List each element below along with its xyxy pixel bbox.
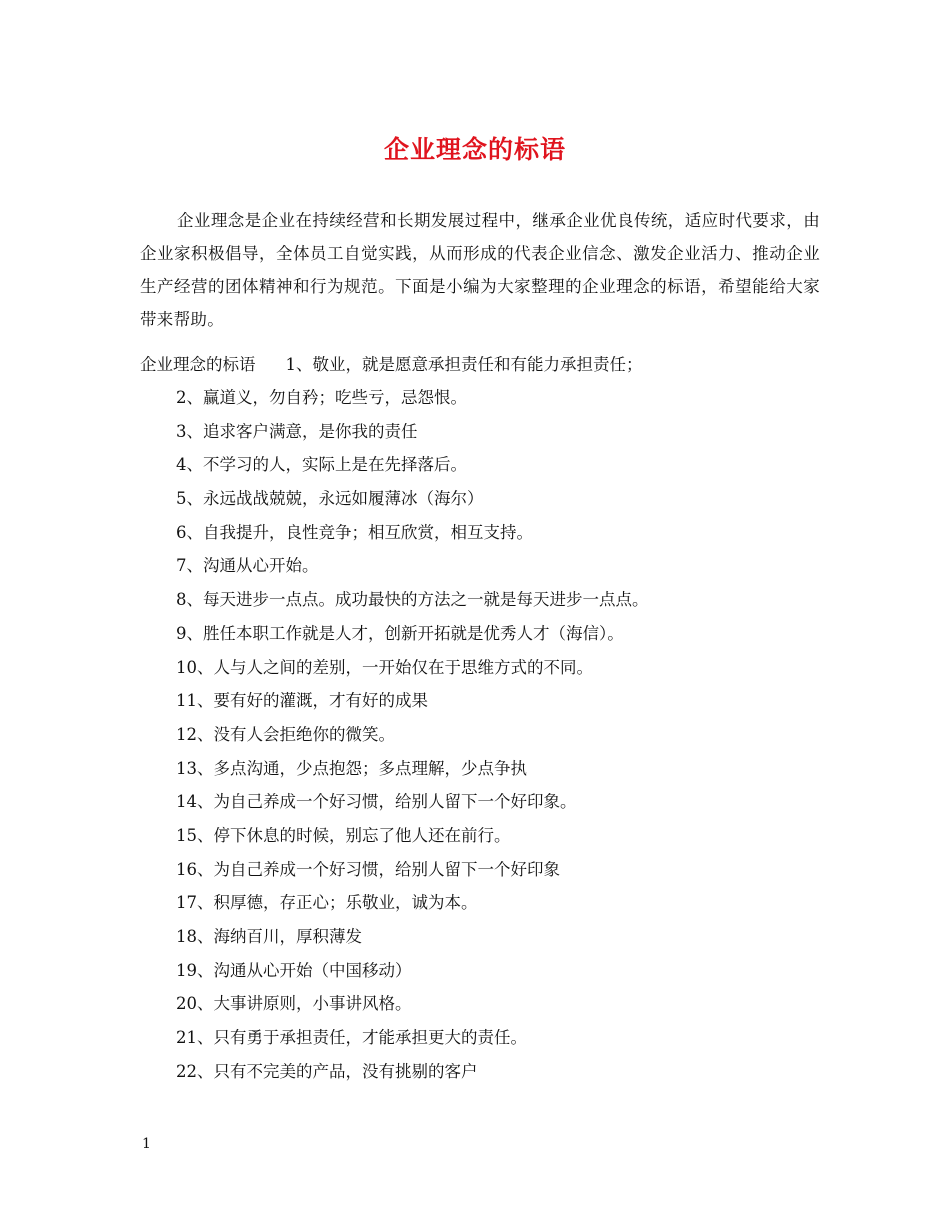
slogan-item: 20、大事讲原则，小事讲风格。 — [176, 994, 412, 1014]
slogan-list — [176, 381, 836, 1088]
slogan-item: 2、赢道义，勿自矜；吃些亏，忌怨恨。 — [176, 388, 467, 407]
page-number: 1 — [142, 1136, 151, 1152]
slogan-item: 21、只有勇于承担责任，才能承担更大的责任。 — [176, 1028, 527, 1048]
slogan-item: 15、停下休息的时候，别忘了他人还在前行。 — [176, 825, 511, 845]
slogan-item: 18、海纳百川，厚积薄发 — [176, 927, 362, 946]
slogan-item-1: 1、敬业，就是愿意承担责任和有能力承担责任； — [285, 355, 643, 374]
slogan-item: 4、不学习的人，实际上是在先择落后。 — [176, 455, 467, 475]
slogan-item: 11、要有好的灌溉，才有好的成果 — [176, 691, 428, 711]
slogan-item: 19、沟通从心开始（中国移动） — [176, 960, 412, 980]
page-title: 企业理念的标语 — [383, 135, 566, 164]
slogan-item: 16、为自己养成一个好习惯，给别人留下一个好印象 — [176, 859, 560, 879]
slogan-item: 7、沟通从心开始。 — [176, 556, 319, 576]
slogan-item: 13、多点沟通，少点抱怨；多点理解，少点争执 — [176, 758, 527, 778]
slogan-item: 3、追求客户满意，是你我的责任 — [176, 421, 418, 441]
slogan-item: 17、积厚德，存正心；乐敬业，诚为本。 — [176, 893, 478, 913]
slogan-item: 10、人与人之间的差别，一开始仅在于思维方式的不同。 — [176, 657, 593, 677]
slogan-item: 14、为自己养成一个好习惯，给别人留下一个好印象。 — [176, 792, 577, 812]
slogan-item: 12、没有人会拒绝你的微笑。 — [176, 724, 395, 744]
slogan-item: 8、每天进步一点点。成功最快的方法之一就是每天进步一点点。 — [176, 590, 649, 610]
slogan-item: 22、只有不完美的产品，没有挑剔的客户 — [176, 1061, 478, 1081]
slogan-item: 5、永远战战兢兢，永远如履薄冰（海尔） — [176, 489, 484, 509]
slogan-item: 9、胜任本职工作就是人才，创新开拓就是优秀人才（海信）。 — [176, 623, 624, 643]
slogan-item: 6、自我提升，良性竞争；相互欣赏，相互支持。 — [176, 522, 533, 542]
lead-line — [140, 348, 820, 381]
intro-paragraph: 企业理念是企业在持续经营和长期发展过程中，继承企业优良传统，适应时代要求，由企业家积极倡导，全体员工自觉实践，从而形成的代表企业信念、激发企业活力、推动企业生产经营的团体精神和行为规范。下面是小编为大家整理的企业理念的标语，希望能给大家带来帮助。 — [140, 211, 820, 329]
lead-label: 企业理念的标语 — [140, 355, 256, 374]
